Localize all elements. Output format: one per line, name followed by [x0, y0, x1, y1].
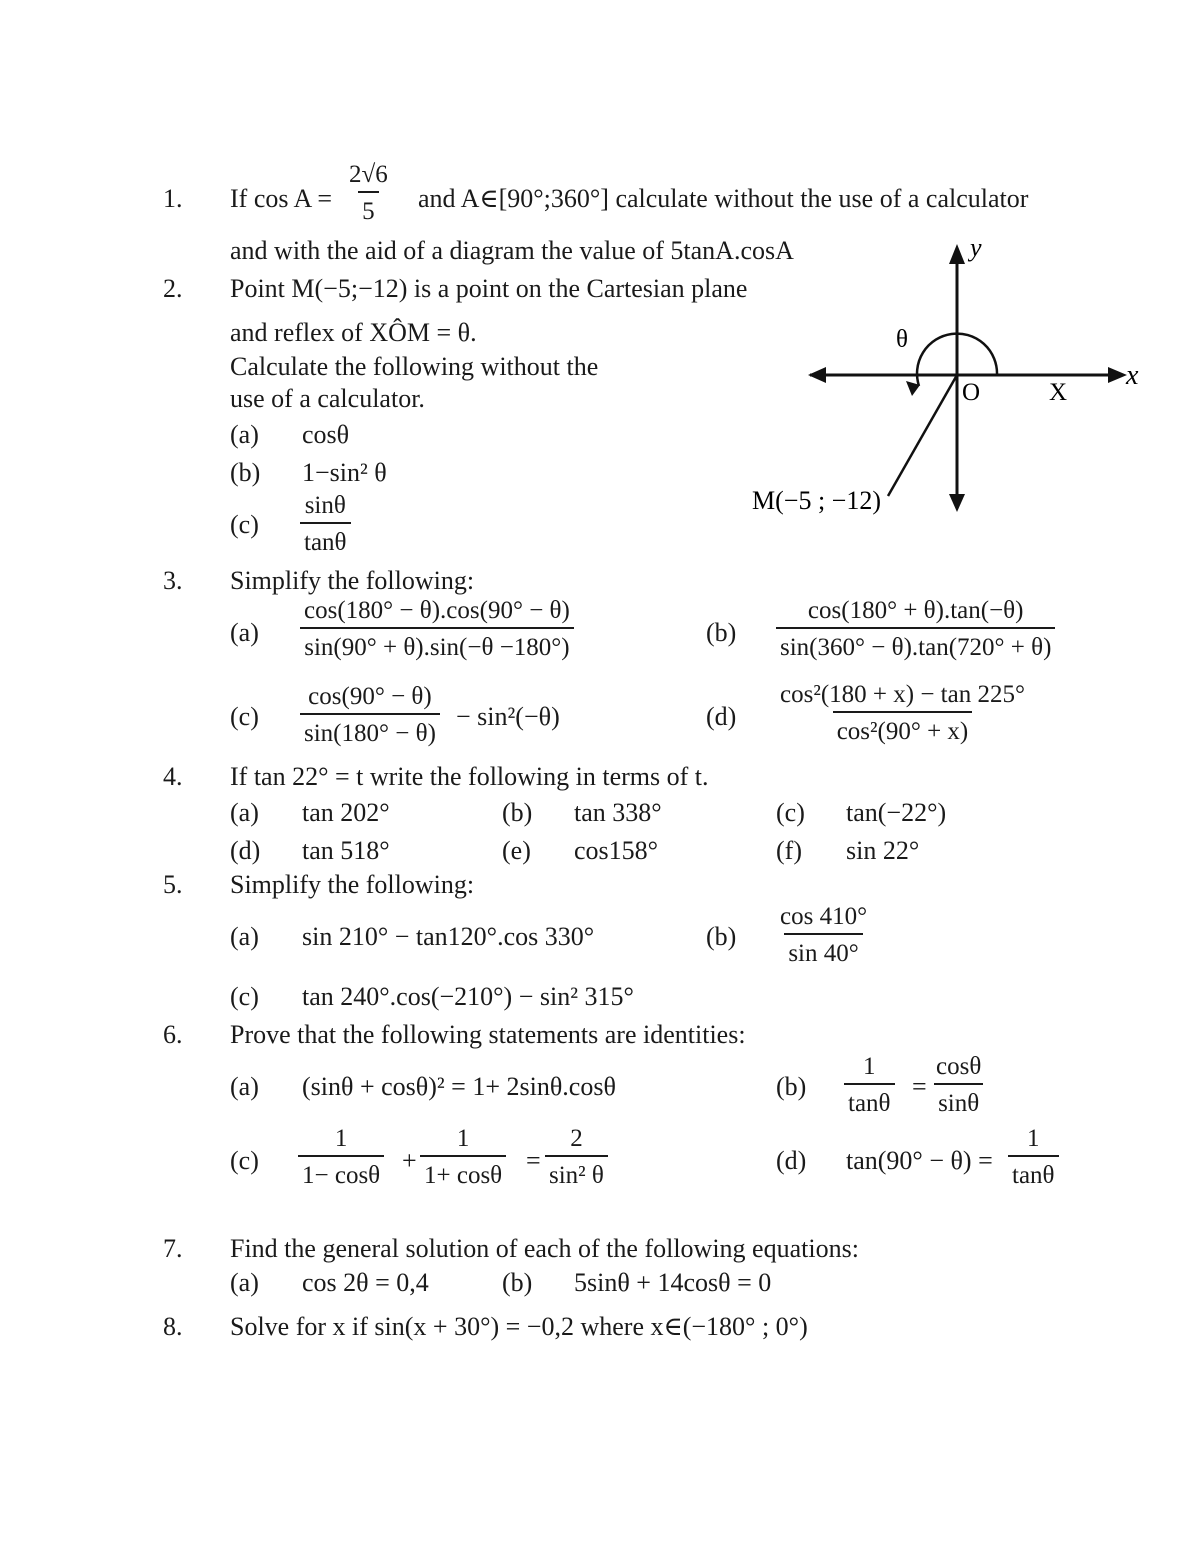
q4-item-label: (f): [776, 836, 802, 865]
q8-text: Solve for x if sin(x + 30°) = −0,2 where x∈(−180° ; 0°): [230, 1312, 808, 1341]
q3-d-numerator: cos²(180 + x) − tan 225°: [780, 681, 1025, 708]
q6-c-2-numerator: 1: [456, 1125, 470, 1152]
q1-frac-numerator: 2√6: [349, 161, 388, 188]
q6-c-equals: =: [526, 1146, 541, 1175]
q4-item-label: (d): [230, 836, 261, 865]
q3-a-label: (a): [230, 618, 259, 647]
question-number: 5.: [163, 870, 183, 899]
x-axis-right-arrow: [1108, 367, 1127, 383]
x-axis-label: x: [1126, 360, 1139, 391]
q6-d-denominator: tanθ: [1008, 1155, 1059, 1188]
q6-title: Prove that the following statements are identities:: [230, 1020, 746, 1049]
q3-a-fraction: [300, 598, 574, 660]
q7-b-expr: 5sinθ + 14cosθ = 0: [574, 1268, 772, 1297]
q6-c-fraction-1: [298, 1126, 384, 1188]
q7-a-expr: cos 2θ = 0,4: [302, 1268, 429, 1297]
q5-b-fraction: [776, 904, 871, 966]
q3-b-label: (b): [706, 618, 737, 647]
origin-label: O: [962, 379, 981, 406]
q2-c-denominator: tanθ: [300, 522, 351, 555]
q6-d-fraction: [1008, 1126, 1059, 1188]
question-number: 4.: [163, 762, 183, 791]
q4-item-expr: sin 22°: [846, 836, 920, 865]
q7-title: Find the general solution of each of the following equations:: [230, 1234, 859, 1263]
q4-item-expr: cos158°: [574, 836, 659, 865]
q4-item-label: (b): [502, 798, 533, 827]
q3-d-denominator: cos²(90° + x): [833, 711, 973, 744]
q4-item-label: (a): [230, 798, 259, 827]
q6-c-fraction-2: [420, 1126, 506, 1188]
question-number: 7.: [163, 1234, 183, 1263]
q4-title: If tan 22° = t write the following in terms of t.: [230, 762, 709, 791]
q4-item-expr: tan 338°: [574, 798, 662, 827]
q1-lead: If cos A =: [230, 184, 333, 213]
q2-a-label: (a): [230, 420, 259, 449]
q3-a-numerator: cos(180° − θ).cos(90° − θ): [304, 597, 570, 624]
q3-a-denominator: sin(90° + θ).sin(−θ −180°): [300, 627, 573, 660]
q1-frac-denominator: 5: [358, 191, 379, 224]
question-number: 2.: [163, 274, 183, 303]
q5-a-label: (a): [230, 922, 259, 951]
q6-b-right-fraction: [932, 1054, 985, 1116]
q4-item-expr: tan 202°: [302, 798, 390, 827]
q4-item-label: (e): [502, 836, 531, 865]
q3-c-fraction: [300, 684, 440, 746]
q6-a-expr: (sinθ + cosθ)² = 1+ 2sinθ.cosθ: [302, 1072, 616, 1101]
y-axis-up-arrow: [949, 244, 965, 264]
q6-c-2-denominator: 1+ cosθ: [420, 1155, 506, 1188]
question-number: 3.: [163, 566, 183, 595]
q2-b-expr: 1−sin² θ: [302, 458, 387, 487]
q6-b-left-fraction: [844, 1054, 895, 1116]
q6-c-3-numerator: 2: [570, 1125, 583, 1152]
q3-d-fraction: [776, 682, 1029, 744]
q5-b-denominator: sin 40°: [784, 933, 862, 966]
q6-d-numerator: 1: [1027, 1125, 1040, 1152]
y-axis-down-arrow: [949, 494, 965, 512]
q4-item-expr: tan(−22°): [846, 798, 947, 827]
q3-b-numerator: cos(180° + θ).tan(−θ): [807, 597, 1024, 624]
q2-c-label: (c): [230, 510, 259, 539]
question-number: 1.: [163, 184, 183, 213]
q6-b-right-denominator: sinθ: [934, 1083, 983, 1116]
q3-d-label: (d): [706, 702, 737, 731]
q5-b-label: (b): [706, 922, 737, 951]
q5-b-numerator: cos 410°: [780, 903, 868, 930]
q6-b-left-numerator: 1: [863, 1053, 876, 1080]
q2-line4: use of a calculator.: [230, 384, 425, 413]
cartesian-diagram: [752, 228, 1145, 518]
question-number: 8.: [163, 1312, 183, 1341]
q6-b-left-denominator: tanθ: [844, 1083, 895, 1116]
q3-b-denominator: sin(360° − θ).tan(720° + θ): [776, 627, 1055, 660]
q2-line1: Point M(−5;−12) is a point on the Cartesian plane: [230, 274, 748, 303]
q5-c-label: (c): [230, 982, 259, 1011]
q3-title: Simplify the following:: [230, 566, 475, 595]
x-point-label: X: [1049, 379, 1068, 406]
q1-interval-text: and A∈[90°;360°] calculate without the use of a calculator: [418, 184, 1029, 213]
q1-line2: and with the aid of a diagram the value of 5tanA.cosA: [230, 236, 794, 265]
q2-a-expr: cosθ: [302, 420, 350, 449]
q5-title: Simplify the following:: [230, 870, 475, 899]
q4-item-expr: tan 518°: [302, 836, 390, 865]
q7-a-label: (a): [230, 1268, 259, 1297]
x-axis-left-arrow: [808, 367, 826, 383]
q3-c-numerator: cos(90° − θ): [308, 683, 432, 710]
ray-om: [888, 375, 957, 496]
q6-c-1-denominator: 1− cosθ: [298, 1155, 384, 1188]
question-number: 6.: [163, 1020, 183, 1049]
q6-b-right-numerator: cosθ: [936, 1053, 982, 1080]
q2-c-fraction: [300, 493, 351, 555]
q3-c-denominator: sin(180° − θ): [300, 713, 440, 746]
q6-b-equals: =: [912, 1072, 927, 1101]
q6-d-label: (d): [776, 1146, 807, 1175]
q7-b-label: (b): [502, 1268, 533, 1297]
q3-c-label: (c): [230, 702, 259, 731]
q2-c-numerator: sinθ: [304, 492, 346, 519]
q1-fraction: [345, 162, 392, 224]
q2-b-label: (b): [230, 458, 261, 487]
q3-c-tail: − sin²(−θ): [456, 702, 560, 731]
q6-c-1-numerator: 1: [334, 1125, 348, 1152]
q5-a-expr: sin 210° − tan120°.cos 330°: [302, 922, 595, 951]
q2-line2: and reflex of XÔM = θ.: [230, 318, 477, 347]
q6-c-fraction-3: [545, 1126, 608, 1188]
q6-a-label: (a): [230, 1072, 259, 1101]
q2-line3: Calculate the following without the: [230, 352, 599, 381]
q6-c-plus: +: [402, 1146, 417, 1175]
q4-item-label: (c): [776, 798, 805, 827]
q6-d-lhs: tan(90° − θ) =: [846, 1146, 993, 1175]
q6-c-label: (c): [230, 1146, 259, 1175]
point-m-label: M(−5 ; −12): [752, 486, 881, 515]
y-axis-label: y: [970, 233, 982, 262]
q6-b-label: (b): [776, 1072, 807, 1101]
q5-c-expr: tan 240°.cos(−210°) − sin² 315°: [302, 982, 634, 1011]
q3-b-fraction: [776, 598, 1055, 660]
q6-c-3-denominator: sin² θ: [545, 1155, 608, 1188]
theta-label: θ: [896, 326, 908, 353]
